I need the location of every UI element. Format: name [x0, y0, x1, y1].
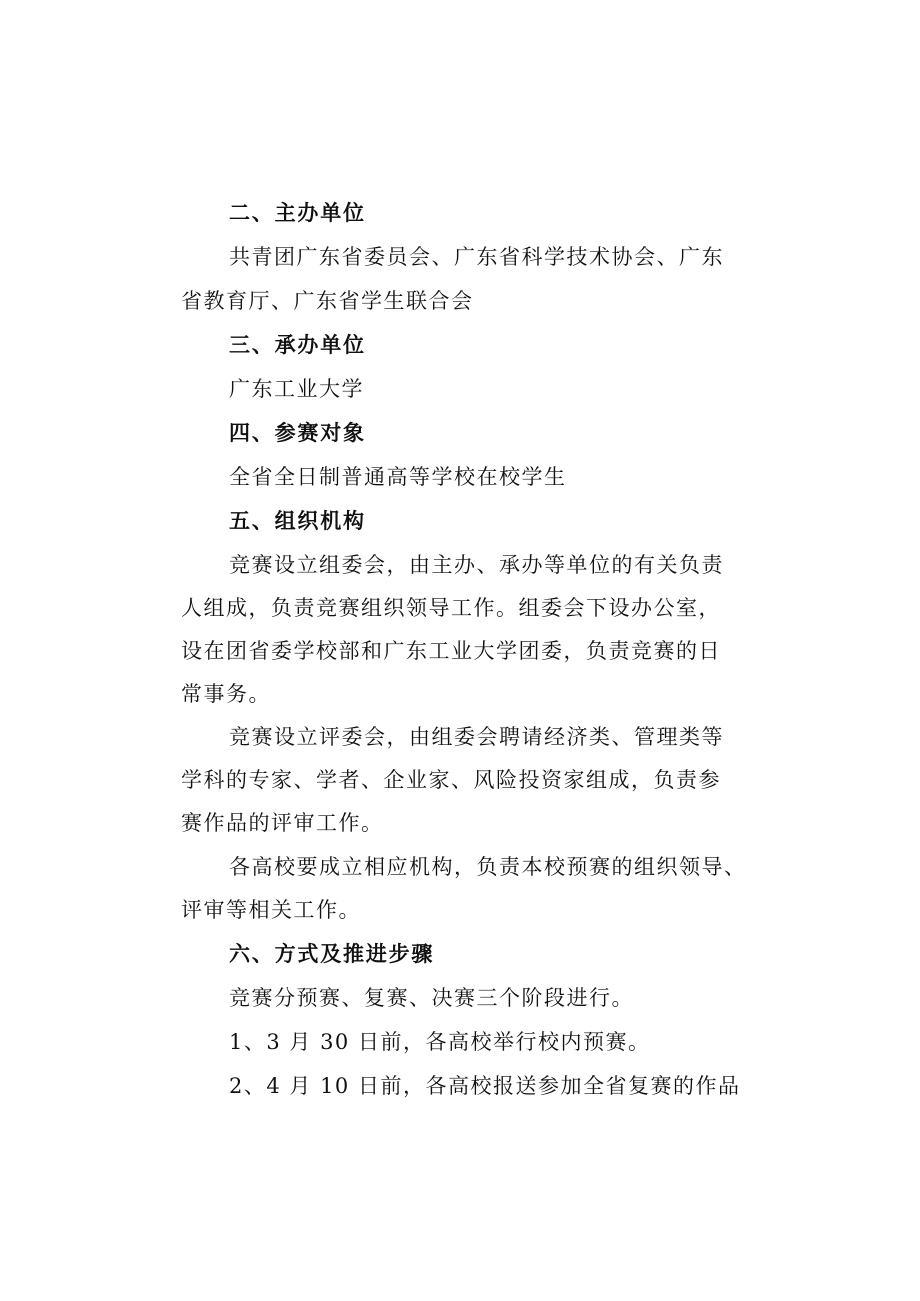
section-heading-organization: 五、组织机构: [229, 509, 366, 533]
section-heading-host: 三、承办单位: [229, 333, 366, 357]
paragraph-line: 广东工业大学: [229, 377, 364, 401]
paragraph-line: 1、3 月 30 日前，各高校举行校内预赛。: [229, 1030, 651, 1054]
paragraph-line: 设在团省委学校部和广东工业大学团委，负责竞赛的日: [181, 639, 721, 663]
paragraph-line: 竞赛设立组委会，由主办、承办等单位的有关负责: [229, 553, 724, 577]
section-heading-procedure: 六、方式及推进步骤: [229, 942, 435, 966]
paragraph-line: 竞赛设立评委会，由组委会聘请经济类、管理类等: [229, 725, 724, 749]
paragraph-line: 评审等相关工作。: [181, 898, 361, 922]
paragraph-line: 常事务。: [181, 682, 271, 706]
paragraph-line: 各高校要成立相应机构，负责本校预赛的组织领导、: [229, 855, 747, 879]
paragraph-line: 全省全日制普通高等学校在校学生: [229, 465, 567, 489]
paragraph-line: 2、4 月 10 日前，各高校报送参加全省复赛的作品: [229, 1074, 741, 1098]
paragraph-line: 学科的专家、学者、企业家、风险投资家组成，负责参: [181, 768, 721, 792]
paragraph-line: 竞赛分预赛、复赛、决赛三个阶段进行。: [229, 986, 634, 1010]
section-heading-participants: 四、参赛对象: [229, 421, 366, 445]
paragraph-line: 人组成，负责竞赛组织领导工作。组委会下设办公室，: [181, 596, 721, 620]
paragraph-line: 省教育厅、广东省学生联合会: [181, 289, 474, 313]
section-heading-organizers: 二、主办单位: [229, 201, 366, 225]
paragraph-line: 赛作品的评审工作。: [181, 811, 384, 835]
paragraph-line: 共青团广东省委员会、广东省科学技术协会、广东: [229, 245, 724, 269]
